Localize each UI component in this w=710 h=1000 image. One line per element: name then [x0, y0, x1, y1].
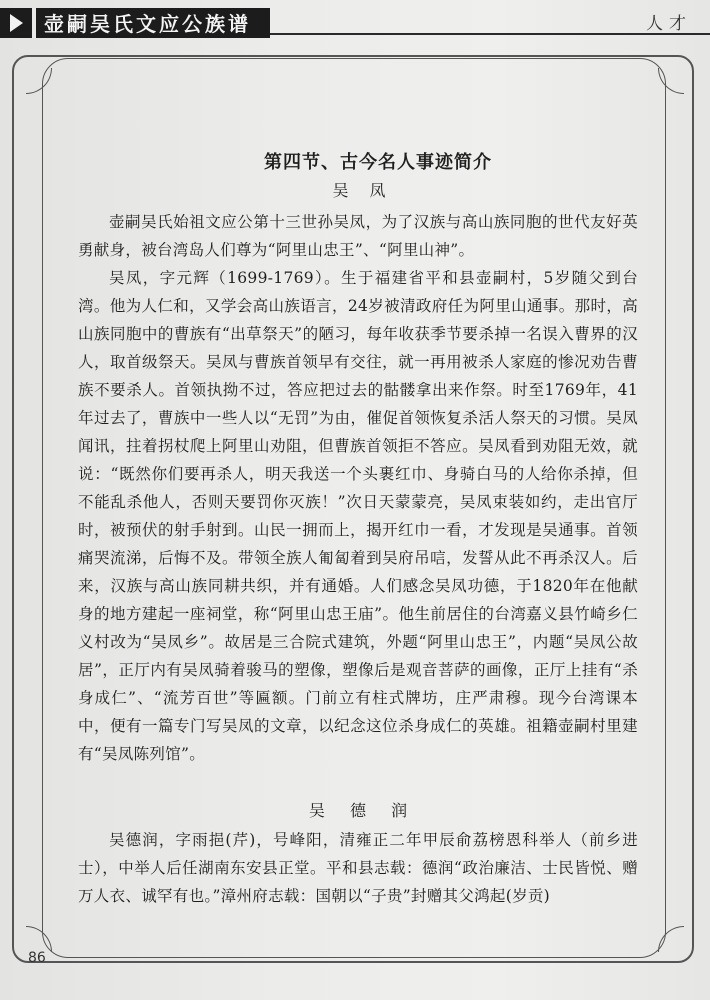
entry-name-wu-derun: 吴 德 润 [308, 801, 418, 820]
header-divider [32, 8, 36, 38]
paragraph: 吴凤，字元辉（1699-1769）。生于福建省平和县壶嗣村，5岁随父到台湾。他为人仁和，又学会高山族语言，24岁被清政府任为阿里山通事。那时，高山族同胞中的曹族有“出草祭天”的陋习，每年收获季节要杀掉一名误入曹界的汉人，取首级祭天。吴凤与曹族首领早有交往，就一再用被杀人家庭的惨况劝告曹族不要杀人。首领执拗不过，答应把过去的骷髅拿出来作祭。时至1769年，41年过去了，曹族中一些人以“无罚”为由，催促首领恢复杀活人祭天的习惯。吴凤闻讯，拄着拐杖爬上阿里山劝阻，但曹族首领拒不答应。吴凤看到劝阻无效，就说：“既然你们要再杀人，明天我送一个头裹红巾、身骑白马的人给你杀掉，但不能乱杀他人，否则天要罚你灭族！”次日天蒙蒙亮，吴凤束装如约，走出官厅时，被预伏的射手射到。山民一拥而上，揭开红巾一看，才发现是吴通事。首领痛哭流涕，后悔不及。带领全族人匍匐着到吴府吊唁，发誓从此不再杀汉人。后来，汉族与高山族同耕共织，并有通婚。人们感念吴凤功德，于1820年在他献身的地方建起一座祠堂，称“阿里山忠王庙”。他生前居住的台湾嘉义县竹崎乡仁义村改为“吴凤乡”。故居是三合院式建筑，外题“阿里山忠王”，内题“吴凤公故居”，正厅内有吴凤骑着骏马的塑像，塑像后是观音菩萨的画像，正厅上挂有“杀身成仁”、“流芳百世”等匾额。门前立有柱式牌坊，庄严肃穆。现今台湾课本中，便有一篇专门写吴凤的文章，以纪念这位杀身成仁的英雄。祖籍壶嗣村里建有“吴凤陈列馆”。 [78, 269, 638, 763]
paragraph: 吴德润，字雨挹(芹)，号峰阳，清雍正二年甲辰俞荔榜恩科举人（前乡进士），中举人后任湖南东安县正堂。平和县志载：德润“政治廉洁、士民皆悦、赠万人衣、诚罕有也。”漳州府志载：国朝以“子贵”封赠其父鸿起(岁贡) [78, 831, 638, 905]
play-arrow-icon [10, 14, 23, 32]
page-number: 86 [28, 950, 46, 966]
entry-name-wu-feng: 吴 凤 [332, 181, 394, 200]
section-title: 第四节、古今名人事迹简介 [264, 152, 492, 173]
article-body [78, 148, 638, 910]
header-rule [270, 33, 710, 35]
paragraph: 壶嗣吴氏始祖文应公第十三世孙吴凤，为了汉族与高山族同胞的世代友好英勇献身，被台湾岛人们尊为“阿里山忠王”、“阿里山神”。 [78, 213, 638, 259]
chapter-label: 人才 [646, 14, 692, 34]
book-title: 壶嗣吴氏文应公族谱 [44, 12, 251, 36]
